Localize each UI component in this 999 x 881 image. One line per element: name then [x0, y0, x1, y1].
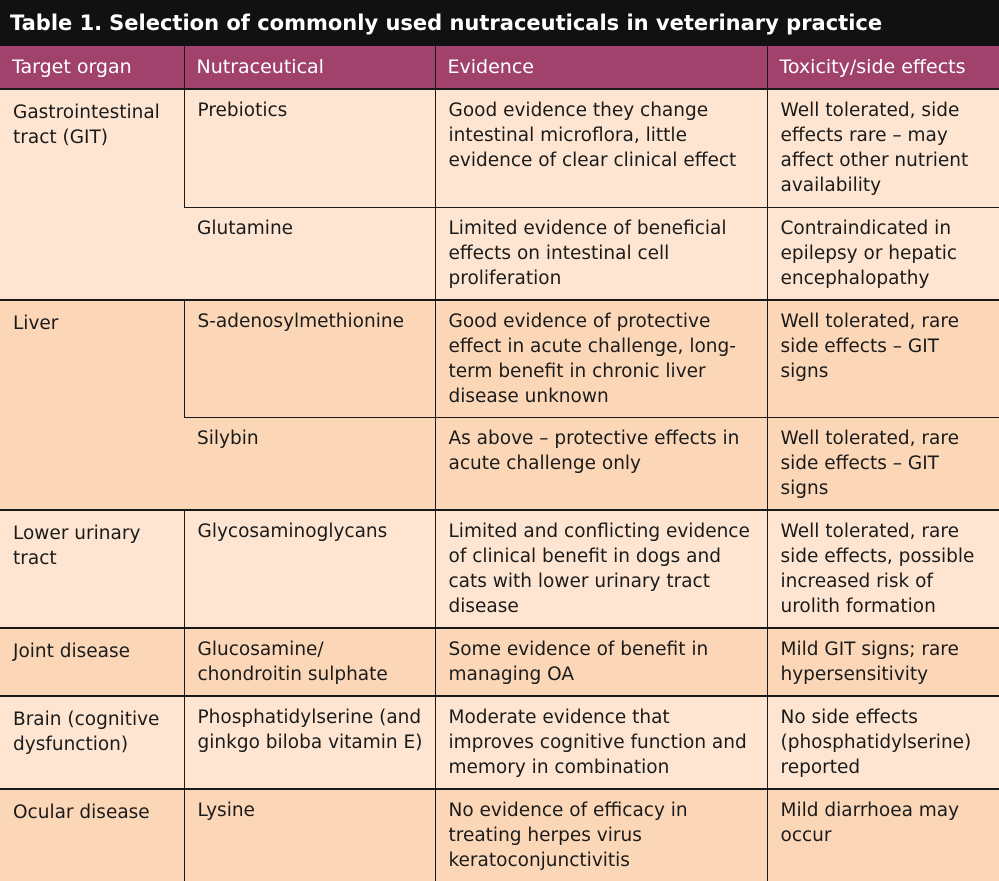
toxicity-text: Contraindicated in epilepsy or hepatic encephalopathy	[780, 217, 958, 289]
target-organ-cell	[0, 300, 184, 511]
target-organ-text: Gastrointestinal tract (GIT)	[13, 102, 160, 148]
toxicity-text: Well tolerated, rare side effects – GIT signs	[780, 310, 959, 382]
target-organ-cell	[0, 510, 184, 628]
nutraceutical-cell	[184, 628, 435, 696]
target-organ-cell	[0, 696, 184, 789]
toxicity-text: No side effects (phosphatidylserine) reported	[780, 707, 972, 778]
table-title-bar	[0, 0, 999, 46]
target-organ-cell	[0, 89, 184, 300]
evidence-cell	[435, 207, 767, 300]
evidence-cell	[435, 418, 767, 511]
target-organ-cell	[0, 789, 184, 881]
table-row	[0, 696, 999, 789]
evidence-cell	[435, 696, 767, 789]
evidence-text: Limited and conflicting evidence of clinical benefit in dogs and cats with lower urinary tract disease	[448, 521, 750, 617]
toxicity-cell	[767, 789, 999, 881]
table-row	[0, 89, 999, 207]
toxicity-cell	[767, 628, 999, 696]
nutraceutical-text: Prebiotics	[197, 100, 288, 121]
toxicity-text: Mild GIT signs; rare hypersensitivity	[780, 639, 959, 685]
column-header-target-organ: Target organ	[0, 46, 184, 89]
nutraceutical-cell	[184, 418, 435, 511]
nutraceutical-cell	[184, 207, 435, 300]
nutraceutical-cell	[184, 300, 435, 418]
nutraceutical-cell	[184, 696, 435, 789]
toxicity-cell	[767, 300, 999, 418]
nutraceutical-cell	[184, 789, 435, 881]
evidence-text: Good evidence they change intestinal microflora, little evidence of clear clinical effect	[448, 100, 737, 171]
evidence-text: Limited evidence of beneficial effects on intestinal cell proliferation	[448, 217, 727, 289]
table-title: Selection of commonly used nutraceuticals in veterinary practice	[109, 11, 883, 35]
column-header-toxicity: Toxicity/side effects	[767, 46, 999, 89]
toxicity-text: Well tolerated, rare side effects, possible increased risk of urolith formation	[780, 521, 975, 617]
evidence-cell	[435, 300, 767, 418]
evidence-text: No evidence of efficacy in treating herpes virus keratoconjunctivitis	[448, 800, 688, 871]
table-row	[0, 789, 999, 881]
target-organ-text: Brain (cognitive dysfunction)	[13, 709, 160, 755]
nutraceuticals-table	[0, 46, 999, 881]
evidence-cell	[435, 789, 767, 881]
table-row	[0, 510, 999, 628]
column-header-nutraceutical: Nutraceutical	[184, 46, 435, 89]
target-organ-text: Lower urinary tract	[13, 523, 141, 569]
evidence-text: Good evidence of protective effect in acute challenge, long-term benefit in chronic liver disease unknown	[448, 310, 736, 407]
nutraceutical-text: Glutamine	[197, 217, 294, 239]
toxicity-cell	[767, 89, 999, 207]
evidence-text: Moderate evidence that improves cognitive function and memory in combination	[448, 707, 747, 778]
toxicity-cell	[767, 510, 999, 628]
nutraceutical-text: Phosphatidylserine (and ginkgo biloba vitamin E)	[197, 707, 423, 753]
evidence-cell	[435, 89, 767, 207]
toxicity-cell	[767, 696, 999, 789]
target-organ-text: Liver	[13, 312, 59, 334]
nutraceutical-cell	[184, 510, 435, 628]
table-number: Table 1.	[10, 11, 103, 35]
nutraceutical-text: Glycosaminoglycans	[197, 521, 388, 542]
nutraceutical-cell	[184, 89, 435, 207]
nutraceutical-text: S-adenosylmethionine	[197, 310, 404, 332]
header-row	[0, 46, 999, 89]
column-header-evidence: Evidence	[435, 46, 767, 89]
toxicity-text: Well tolerated, side effects rare – may affect other nutrient availability	[780, 100, 969, 196]
evidence-cell	[435, 628, 767, 696]
toxicity-text: Mild diarrhoea may occur	[780, 800, 960, 846]
toxicity-cell	[767, 207, 999, 300]
nutraceutical-text: Silybin	[197, 428, 259, 449]
nutraceutical-text: Glucosamine/ chondroitin sulphate	[197, 639, 388, 685]
table-row	[0, 628, 999, 696]
target-organ-text: Ocular disease	[13, 802, 150, 823]
nutraceutical-text: Lysine	[197, 800, 255, 821]
evidence-text: Some evidence of benefit in managing OA	[448, 639, 709, 685]
toxicity-cell	[767, 418, 999, 511]
evidence-cell	[435, 510, 767, 628]
target-organ-text: Joint disease	[13, 641, 131, 662]
table-row	[0, 300, 999, 418]
toxicity-text: Well tolerated, rare side effects – GIT signs	[780, 428, 959, 499]
evidence-text: As above – protective effects in acute challenge only	[448, 428, 740, 474]
target-organ-cell	[0, 628, 184, 696]
